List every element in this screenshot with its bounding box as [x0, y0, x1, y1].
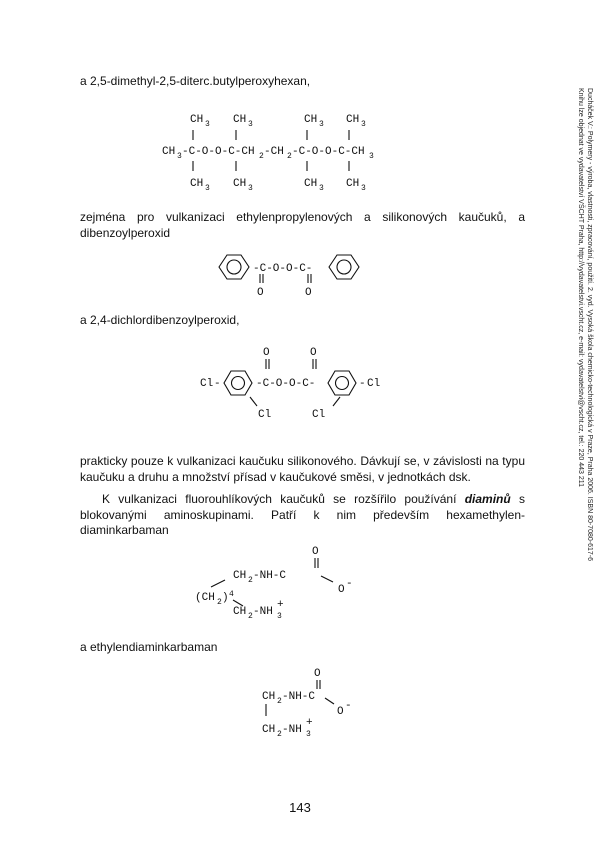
text-dimethyl-peroxyhexane: a 2,5-dimethyl-2,5-diterc.butylperoxyhexan,: [80, 74, 311, 88]
svg-text:-: -: [359, 378, 366, 390]
svg-text:O: O: [305, 287, 312, 299]
svg-text:3: 3: [248, 184, 253, 193]
svg-text:2: 2: [277, 730, 282, 739]
svg-text:3: 3: [361, 184, 366, 193]
svg-text:+: +: [306, 717, 313, 729]
svg-text:-C-O-O-C-: -C-O-O-C-: [256, 378, 316, 390]
svg-text:CH: CH: [346, 114, 360, 126]
svg-text:-NH-C: -NH-C: [253, 570, 287, 582]
svg-text:O: O: [314, 668, 321, 680]
side-citation-line2: Knihu lze objednat ve vydavatelství VŠCHT Praha, http://vydavatelstvi.vscht.cz, e-mail: vydavatelstvi@vscht.cz, tel.: 220 443 211: [577, 88, 584, 488]
formula-dichlorodibenzoyl-peroxide: [200, 342, 390, 422]
svg-text:2: 2: [259, 152, 264, 161]
svg-text:-C-O-O-C-CH: -C-O-O-C-CH: [182, 146, 255, 158]
svg-text:3: 3: [205, 184, 210, 193]
svg-text:O: O: [312, 546, 319, 558]
side-citation-line1: Ducháček V.: Polymery - výroba, vlastnosti, zpracování, použití. 2. vyd. Vysoká škola chemicko-technologická v Praze, Praha 2006. ISBN 80-7080-617-6: [586, 88, 593, 561]
formula-dibenzoyl-peroxide: [215, 250, 365, 300]
svg-text:O: O: [257, 287, 264, 299]
svg-text:3: 3: [369, 152, 374, 161]
svg-text:-C-O-O-C-CH: -C-O-O-C-CH: [292, 146, 365, 158]
svg-text:+: +: [277, 599, 284, 611]
svg-text:Cl: Cl: [312, 409, 326, 421]
svg-text:2: 2: [248, 612, 253, 621]
text-dibenzoylperoxide-intro: zejména pro vulkanizaci ethylenpropylenových a silikonových kaučuků, a dibenzoylperoxid: [80, 210, 525, 240]
text-silicone-usage: prakticky pouze k vulkanizaci kaučuku silikonového. Dávkují se, v závislosti na typu kaučuku a druhu a množství přísad v kaučukové směsi, v jednotkách dsk.: [80, 454, 525, 484]
text-fluorocarbon-pre: K vulkanizaci fluorouhlíkových kaučuků se rozšířilo používání: [102, 492, 465, 506]
svg-text:4: 4: [229, 590, 234, 599]
svg-text:-NH-C: -NH-C: [282, 691, 316, 703]
svg-text:-NH: -NH: [253, 606, 273, 618]
svg-text:CH: CH: [162, 146, 176, 158]
svg-text:CH: CH: [233, 606, 247, 618]
svg-text:-NH: -NH: [282, 724, 302, 736]
svg-text:2: 2: [217, 598, 222, 607]
svg-text:CH: CH: [304, 114, 318, 126]
svg-text:(CH: (CH: [195, 592, 215, 604]
text-fluorocarbon-diamines: [80, 492, 525, 539]
svg-text:): ): [222, 592, 229, 604]
svg-text:3: 3: [177, 152, 182, 161]
text-ethylenediamine-carbamate: a ethylendiaminkarbaman: [80, 640, 218, 654]
svg-text:Cl: Cl: [258, 409, 272, 421]
svg-text:2: 2: [248, 576, 253, 585]
svg-text:-: -: [345, 700, 352, 712]
svg-text:CH: CH: [346, 178, 360, 190]
side-citation: [576, 88, 594, 648]
svg-text:3: 3: [205, 120, 210, 129]
formula-hexamethylenediamine-carbamate: [195, 542, 370, 620]
svg-text:-: -: [346, 578, 353, 590]
svg-text:3: 3: [319, 120, 324, 129]
svg-text:Cl: Cl: [367, 378, 381, 390]
svg-text:CH: CH: [190, 178, 204, 190]
text-dichlordibenzoylperoxide: a 2,4-dichlordibenzoylperoxid,: [80, 313, 240, 327]
svg-text:-C-O-O-C-: -C-O-O-C-: [253, 263, 313, 275]
svg-text:-: -: [214, 378, 221, 390]
svg-text:3: 3: [277, 612, 282, 621]
formula-dimethyl-di-tertbutylperoxy-hexane: [150, 108, 400, 198]
svg-text:3: 3: [248, 120, 253, 129]
svg-text:O: O: [310, 347, 317, 359]
svg-text:CH: CH: [262, 691, 276, 703]
svg-text:CH: CH: [233, 114, 247, 126]
svg-text:O: O: [338, 584, 345, 596]
page-number: 143: [289, 800, 311, 815]
svg-text:2: 2: [277, 697, 282, 706]
svg-text:CH: CH: [233, 178, 247, 190]
svg-text:3: 3: [361, 120, 366, 129]
svg-text:CH: CH: [190, 114, 204, 126]
formula-ethylenediamine-carbamate: [262, 664, 372, 744]
svg-text:-CH: -CH: [264, 146, 284, 158]
svg-text:CH: CH: [262, 724, 276, 736]
keyword-diaminu: diaminů: [464, 492, 511, 506]
svg-text:CH: CH: [233, 570, 247, 582]
svg-text:2: 2: [287, 152, 292, 161]
svg-text:O: O: [263, 347, 270, 359]
svg-text:O: O: [337, 706, 344, 718]
text-fluorocarbon-post: s blokovanými aminoskupinami. Patří k nim především hexamethylen-diaminkarbaman: [80, 492, 525, 537]
svg-text:CH: CH: [304, 178, 318, 190]
svg-text:3: 3: [306, 730, 311, 739]
svg-text:3: 3: [319, 184, 324, 193]
svg-text:Cl: Cl: [200, 378, 214, 390]
